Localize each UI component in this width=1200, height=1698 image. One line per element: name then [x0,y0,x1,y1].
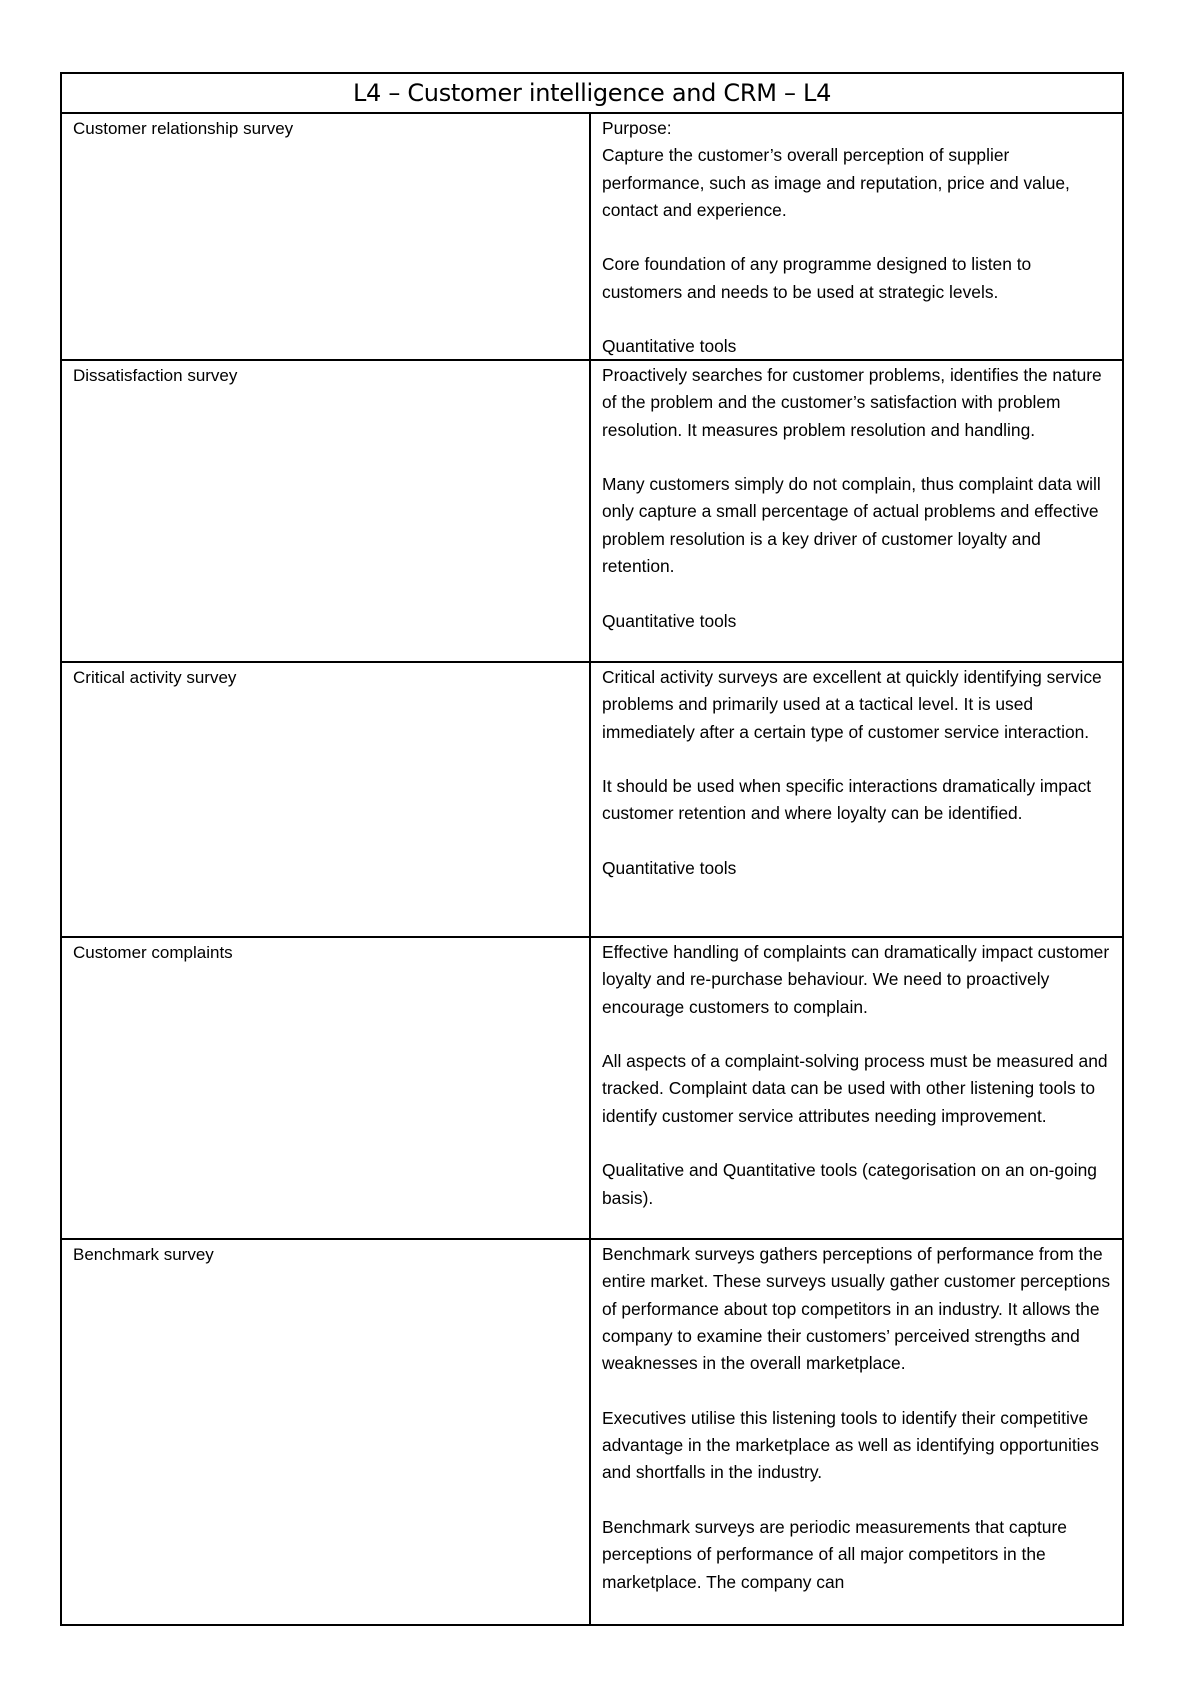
description-paragraph: Many customers simply do not complain, thus complaint data will only capture a small percentage of actual problems and effective problem resolution is a key driver of customer loyalty and retention. [602,474,1101,577]
description-paragraph: Quantitative tools [602,610,737,631]
description-paragraph: Core foundation of any programme designed to listen to customers and needs to be used at strategic levels. [602,254,1032,302]
row-label-cell [62,361,591,661]
description-paragraph: It should be used when specific interactions dramatically impact customer retention and where loyalty can be identified. [602,776,1092,824]
description-paragraph: Qualitative and Quantitative tools (categorisation on an on-going basis). [602,1160,1097,1208]
row-label-cell [62,663,591,936]
description-paragraph: Benchmark surveys are periodic measurements that capture perceptions of performance of all major competitors in the marketplace. The company can [602,1516,1067,1592]
document-table [60,72,1124,1626]
row-label-cell [62,114,591,359]
document-title: L4 – Customer intelligence and CRM – L4 [352,79,832,107]
row-label: Dissatisfaction survey [73,366,238,385]
row-description-cell [591,938,1122,1238]
row-label: Customer relationship survey [73,119,294,138]
description-paragraph: All aspects of a complaint-solving process must be measured and tracked. Complaint data can be used with other listening tools to identify customer service attributes needing improvement. [602,1051,1108,1126]
row-label: Critical activity survey [73,668,237,687]
row-description-cell [591,663,1122,936]
description-paragraph: Benchmark surveys gathers perceptions of performance from the entire market. These surveys usually gather customer perceptions of performance about top competitors in an industry. It allows the company to examine their customers’ perceived strengths and weaknesses in the overall marketplace. [602,1244,1111,1374]
description-paragraph: Quantitative tools [602,858,737,879]
table-row [62,663,1122,938]
row-label: Customer complaints [73,943,233,962]
table-row [62,361,1122,663]
row-label-cell [62,1240,591,1624]
table-row [62,114,1122,361]
row-description-cell [591,361,1122,661]
row-label-cell [62,938,591,1238]
table-row [62,938,1122,1240]
row-description-cell [591,1240,1122,1624]
description-paragraph: Effective handling of complaints can dramatically impact customer loyalty and re-purchase behaviour. We need to proactively encourage customers to complain. [602,942,1110,1017]
description-paragraph: Critical activity surveys are excellent at quickly identifying service problems and primarily used at a tactical level. It is used immediately after a certain type of customer service interaction. [602,667,1102,742]
title-row [62,74,1122,114]
table-row [62,1240,1122,1624]
description-paragraph: Quantitative tools [602,336,737,357]
description-paragraph: Purpose: Capture the customer’s overall perception of supplier performance, such as image and reputation, price and value, contact and experience. [602,118,1070,220]
row-label: Benchmark survey [73,1245,214,1264]
row-description-cell [591,114,1122,359]
description-paragraph: Proactively searches for customer problems, identifies the nature of the problem and the customer’s satisfaction with problem resolution. It measures problem resolution and handling. [602,365,1102,440]
description-paragraph: Executives utilise this listening tools to identify their competitive advantage in the marketplace as well as identifying opportunities and shortfalls in the industry. [602,1407,1099,1483]
